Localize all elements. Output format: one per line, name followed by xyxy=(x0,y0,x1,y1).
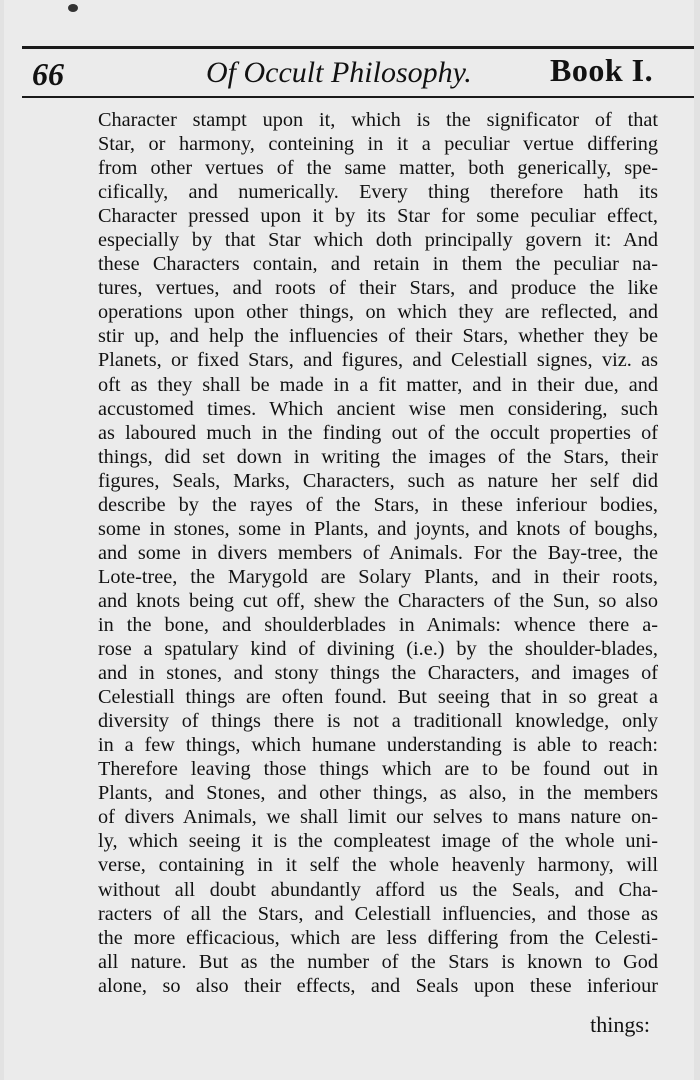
text-line: cifically, and numerically. Every thing therefore hath its xyxy=(98,181,658,204)
text-line: and knots being cut off, shew the Characters of the Sun, so also xyxy=(98,589,658,612)
text-line: and in stones, and stony things the Characters, and images of xyxy=(98,662,658,685)
text-line: diversity of things there is not a traditionall knowledge, only xyxy=(98,710,658,733)
text-line: alone, so also their effects, and Seals upon these inferiour xyxy=(98,974,658,997)
text-line: things, did set down in writing the images of the Stars, their xyxy=(98,445,658,468)
page-header xyxy=(4,50,694,96)
page-number: 66 xyxy=(32,56,64,92)
text-line: the more efficacious, which are less differing from the Celesti- xyxy=(98,926,658,949)
text-line: describe by the rayes of the Stars, in these inferiour bodies, xyxy=(98,493,658,516)
body-text xyxy=(98,108,658,998)
text-line: operations upon other things, on which they are reflected, and xyxy=(98,301,658,324)
text-line: Lote-tree, the Marygold are Solary Plants, and in their roots, xyxy=(98,565,658,588)
header-rule-top xyxy=(22,46,694,49)
text-line: accustomed times. Which ancient wise men considering, such xyxy=(98,397,658,420)
text-line: some in stones, some in Plants, and joynts, and knots of boughs, xyxy=(98,517,658,540)
text-line: in a few things, which humane understanding is able to reach: xyxy=(98,734,658,757)
text-line: in the bone, and shoulderblades in Animals: whence there a- xyxy=(98,613,658,636)
text-line: oft as they shall be made in a fit matter, and in their due, and xyxy=(98,373,658,396)
ink-blot xyxy=(68,4,78,12)
text-line: ly, which seeing it is the compleatest image of the whole uni- xyxy=(98,830,658,853)
text-line: of divers Animals, we shall limit our selves to mans nature on- xyxy=(98,806,658,829)
text-line: verse, containing in it self the whole heavenly harmony, will xyxy=(98,854,658,877)
text-line: all nature. But as the number of the Stars is known to God xyxy=(98,950,658,973)
text-line: Character pressed upon it by its Star for some peculiar effect, xyxy=(98,205,658,228)
text-line: Therefore leaving those things which are to be found out in xyxy=(98,758,658,781)
text-line: especially by that Star which doth principally govern it: And xyxy=(98,229,658,252)
text-line: rose a spatulary kind of divining (i.e.) by the shoulder-blades, xyxy=(98,638,658,661)
text-line: Celestiall things are often found. But seeing that in so great a xyxy=(98,686,658,709)
text-line: figures, Seals, Marks, Characters, such as nature her self did xyxy=(98,469,658,492)
text-line: and some in divers members of Animals. For the Bay-tree, the xyxy=(98,541,658,564)
text-line: stir up, and help the influencies of their Stars, whether they be xyxy=(98,325,658,348)
text-line: as laboured much in the finding out of the occult properties of xyxy=(98,421,658,444)
text-line: tures, vertues, and roots of their Stars, and produce the like xyxy=(98,277,658,300)
running-title: Of Occult Philosophy. xyxy=(206,56,472,89)
book-label: Book I. xyxy=(550,52,654,88)
catchword: things: xyxy=(590,1012,650,1037)
book-page xyxy=(4,0,694,1080)
text-line: these Characters contain, and retain in them the peculiar na- xyxy=(98,253,658,276)
text-line: racters of all the Stars, and Celestiall influencies, and those as xyxy=(98,902,658,925)
text-line: Plants, and Stones, and other things, as also, in the members xyxy=(98,782,658,805)
text-line: from other vertues of the same matter, both generically, spe- xyxy=(98,157,658,180)
text-line: without all doubt abundantly afford us the Seals, and Cha- xyxy=(98,878,658,901)
text-line: Character stampt upon it, which is the significator of that xyxy=(98,109,658,131)
text-line: Star, or harmony, conteining in it a peculiar vertue differing xyxy=(98,133,658,156)
header-rule-bottom xyxy=(22,96,694,98)
text-line: Planets, or fixed Stars, and figures, and Celestiall signes, viz. as xyxy=(98,349,658,372)
